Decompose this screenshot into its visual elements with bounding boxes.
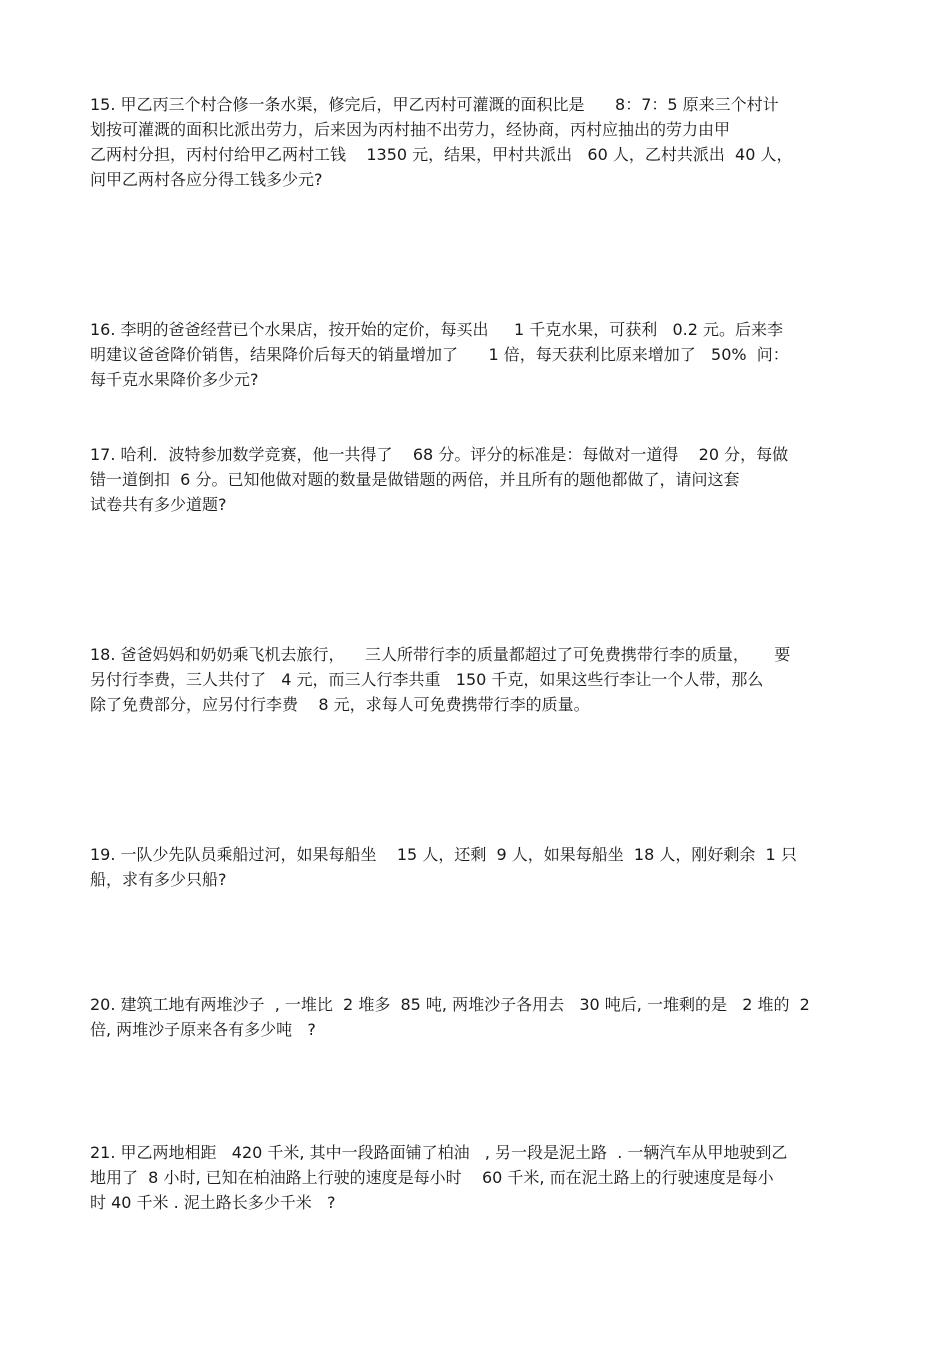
problem-18-line-2: 另付行李费，三人共付了 4 元，而三人行李共重 150 千克，如果这些行李让一个人带，那么: [90, 670, 764, 689]
problem-21-line-1: 21. 甲乙两地相距 420 千米, 其中一段路面铺了柏油 , 另一段是泥土路 . 一辆汽车从甲地驶到乙: [90, 1143, 788, 1162]
problem-19-line-1: 19. 一队少先队员乘船过河，如果每船坐 15 人，还剩 9 人，如果每船坐 18 人，刚好剩余 1 只: [90, 845, 797, 864]
problem-17-line-2: 错一道倒扣 6 分。已知他做对题的数量是做错题的两倍，并且所有的题他都做了，请问这套: [90, 470, 740, 489]
problem-21: [90, 1140, 880, 1215]
problem-15-line-2: 划按可灌溉的面积比派出劳力，后来因为丙村抽不出劳力，经协商，丙村应抽出的劳力由甲: [90, 120, 731, 139]
problem-16: [90, 317, 880, 392]
problem-17-line-3: 试卷共有多少道题?: [90, 495, 227, 514]
problem-18-line-3: 除了免费部分，应另付行李费 8 元，求每人可免费携带行李的质量。: [90, 695, 590, 714]
problem-20-line-2: 倍, 两堆沙子原来各有多少吨 ?: [90, 1020, 316, 1039]
problem-17-line-1: 17. 哈利．波特参加数学竞赛，他一共得了 68 分。评分的标准是：每做对一道得 20 分，每做: [90, 445, 789, 464]
problem-16-line-1: 16. 李明的爸爸经营已个水果店，按开始的定价，每买出 1 千克水果，可获利 0.2 元。后来李: [90, 320, 784, 339]
problem-19-line-2: 船，求有多少只船?: [90, 870, 227, 889]
problem-21-line-3: 时 40 千米 . 泥土路长多少千米 ?: [90, 1193, 336, 1212]
problem-15: [90, 92, 880, 192]
problem-20: [90, 992, 880, 1042]
problem-15-line-1: 15. 甲乙丙三个村合修一条水渠，修完后，甲乙丙村可灌溉的面积比是 8：7：5 原来三个村计: [90, 95, 779, 114]
problem-15-line-4: 问甲乙两村各应分得工钱多少元?: [90, 170, 323, 189]
problem-20-line-1: 20. 建筑工地有两堆沙子 , 一堆比 2 堆多 85 吨, 两堆沙子各用去 30 吨后, 一堆剩的是 2 堆的 2: [90, 995, 810, 1014]
problem-17: [90, 442, 880, 517]
problem-16-line-2: 明建议爸爸降价销售，结果降价后每天的销量增加了 1 倍，每天获利比原来增加了 50% 问：: [90, 345, 789, 364]
problem-18: [90, 642, 880, 717]
problem-16-line-3: 每千克水果降价多少元?: [90, 370, 259, 389]
problem-15-line-3: 乙两村分担，丙村付给甲乙两村工钱 1350 元，结果，甲村共派出 60 人，乙村共派出 40 人，: [90, 145, 793, 164]
problem-19: [90, 842, 880, 892]
problem-21-line-2: 地用了 8 小时, 已知在柏油路上行驶的速度是每小时 60 千米, 而在泥土路上的行驶速度是每小: [90, 1168, 774, 1187]
problem-18-line-1: 18. 爸爸妈妈和奶奶乘飞机去旅行， 三人所带行李的质量都超过了可免费携带行李的质量， 要: [90, 645, 791, 664]
